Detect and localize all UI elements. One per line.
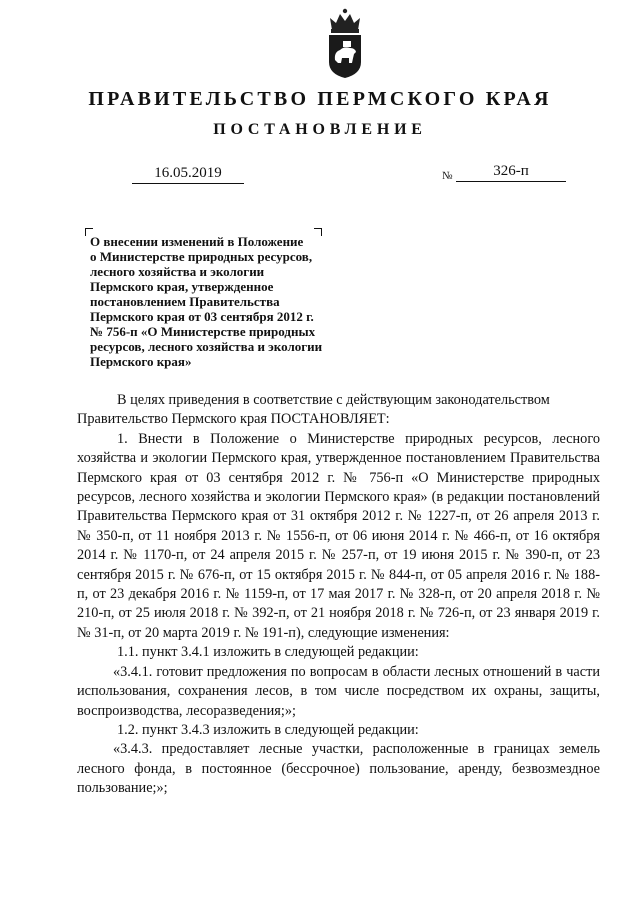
subject-line: О внесении изменений в Положение — [90, 234, 304, 249]
item-1-2: 1.2. пункт 3.4.3 изложить в следующей редакции: — [117, 721, 419, 738]
subject-line: постановлением Правительства — [90, 294, 280, 309]
subject-line: о Министерстве природных ресурсов, — [90, 249, 313, 264]
subject-line: Пермского края, утвержденное — [90, 279, 274, 294]
item-1-1-text: «3.4.1. готовит предложения по вопросам в области лесных отношений в части использования, сохранения лесов, в том числе посредством их охраны, защиты, воспроизводства, лесоразведения;»; — [77, 663, 600, 719]
document-type: ПОСТАНОВЛЕНИЕ — [213, 121, 427, 138]
preamble-line-2: Правительство Пермского края ПОСТАНОВЛЯЕТ: — [77, 411, 390, 428]
subject-line: Пермского края от 03 сентября 2012 г. — [90, 309, 314, 324]
document-subject — [90, 234, 370, 369]
document-number: 326-п — [456, 163, 566, 182]
subject-line: Пермского края» — [90, 354, 192, 369]
subject-line: ресурсов, лесного хозяйства и экологии — [90, 339, 323, 354]
government-name: ПРАВИТЕЛЬСТВО ПЕРМСКОГО КРАЯ — [88, 88, 552, 110]
subject-line: лесного хозяйства и экологии — [90, 264, 265, 279]
number-sign: № — [442, 170, 453, 182]
item-1-1: 1.1. пункт 3.4.1 изложить в следующей редакции: — [117, 644, 419, 661]
preamble-line-1: В целях приведения в соответствие с действующим законодательством — [117, 392, 550, 408]
perm-krai-coat-of-arms-icon — [322, 8, 368, 80]
document-body — [77, 391, 600, 799]
item-1-2-text: «3.4.3. предоставляет лесные участки, расположенные в границах земель лесного фонда, в постоянное (бессрочное) пользование, аренду, безвозмездное пользование;»; — [77, 741, 600, 797]
document-date: 16.05.2019 — [132, 165, 244, 184]
subject-line: № 756-п «О Министерстве природных — [90, 324, 316, 339]
item-1: 1. Внести в Положение о Министерстве природных ресурсов, лесного хозяйства и экологии Пермского края, утвержденное постановлением Правительства Пермского края от 03 сентября 2012 г. № 756-п «О Министерстве природных ресурсов, лесного хозяйства и экологии Пермского края» (в редакции постановлений Правительства Пермского края от 31 октября 2012 г. № 1227-п, от 26 апреля 2013 г. № 350-п, от 11 ноября 2013 г. № 1556-п, от 06 июня 2014 г. № 466-п, от 16 октября 2014 г. № 1170-п, от 24 апреля 2015 г. № 257-п, от 19 июня 2015 г. № 390-п, от 23 сентября 2015 г. № 676-п, от 15 октября 2015 г. № 844-п, от 05 апреля 2016 г. № 188-п, от 23 декабря 2016 г. № 1159-п, от 17 мая 2017 г. № 328-п, от 20 апреля 2018 г. № 210-п, от 25 июля 2018 г. № 392-п, от 21 ноября 2018 г. № 726-п, от 23 января 2019 г. № 31-п, от 20 марта 2019 г. № 191-п), следующие изменения: — [77, 430, 600, 641]
